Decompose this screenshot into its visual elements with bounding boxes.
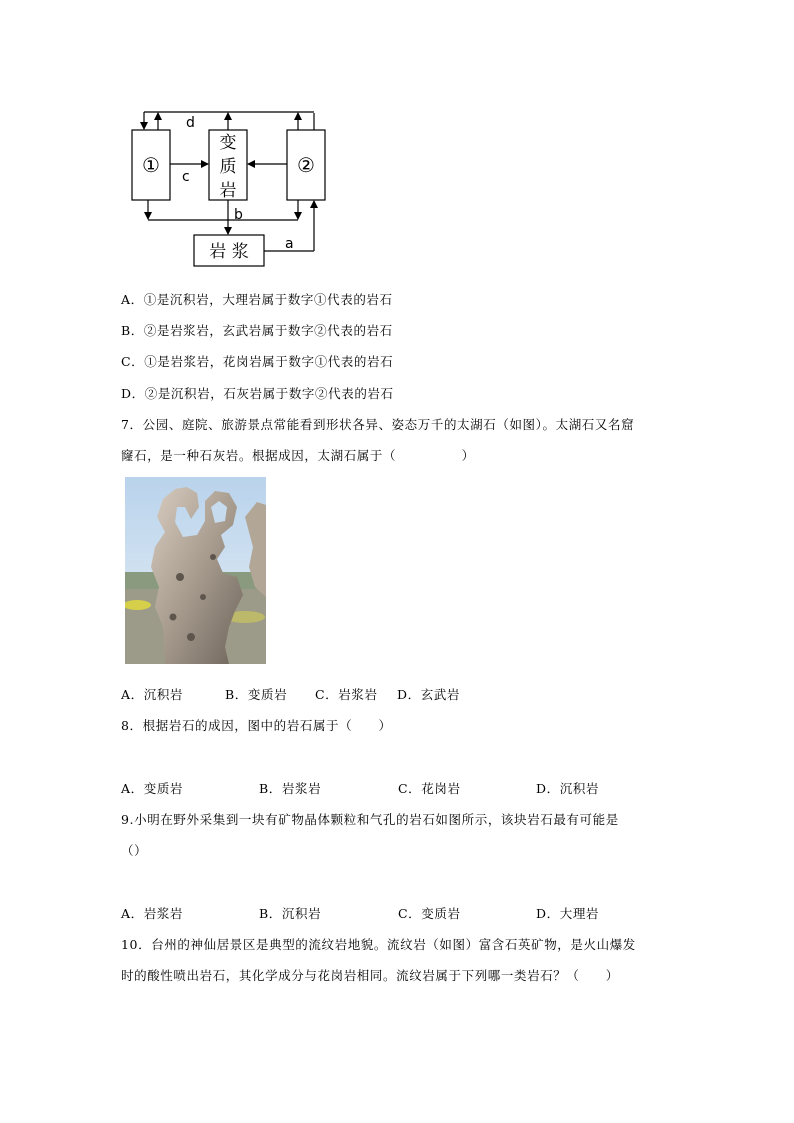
q8-option-b: B．岩浆岩 xyxy=(259,781,322,796)
rock-cycle-diagram xyxy=(128,102,328,274)
q9-option-c: C．变质岩 xyxy=(398,906,461,921)
q9-option-a: A．岩浆岩 xyxy=(121,906,184,921)
box-1-label: ① xyxy=(142,153,160,177)
q6-option-b: B．②是岩浆岩，玄武岩属于数字②代表的岩石 xyxy=(121,323,393,338)
q6-option-d: D．②是沉积岩，石灰岩属于数字②代表的岩石 xyxy=(121,386,394,401)
q7-option-a: A．沉积岩 xyxy=(121,687,184,702)
q8-option-d: D．沉积岩 xyxy=(536,781,600,796)
q7-stem-line1: 7．公园、庭院、旅游景点常能看到形状各异、姿态万千的太湖石（如图）。太湖石又名窟 xyxy=(121,417,635,432)
q7-option-b: B．变质岩 xyxy=(225,687,288,702)
q9-stem-line1: 9.小明在野外采集到一块有矿物晶体颗粒和气孔的岩石如图所示，该块岩石最有可能是 xyxy=(121,812,619,827)
arrow-label-a: a xyxy=(285,236,294,252)
q8-option-c: C．花岗岩 xyxy=(398,781,461,796)
q10-stem-line2: 时的酸性喷出岩石，其化学成分与花岗岩相同。流纹岩属于下列哪一类岩石？（ ） xyxy=(121,968,619,983)
taihu-stone-photo xyxy=(125,477,266,664)
center-line-2: 质 xyxy=(219,157,237,177)
q9-option-d: D．大理岩 xyxy=(536,906,600,921)
arrow-label-b: b xyxy=(234,207,243,223)
q6-option-c: C．①是岩浆岩，花岗岩属于数字①代表的岩石 xyxy=(121,354,394,369)
q9-stem-line2: （） xyxy=(121,843,148,858)
arrow-label-c: c xyxy=(182,169,190,185)
arrow-label-d: d xyxy=(186,115,195,131)
q7-option-c: C．岩浆岩 xyxy=(315,687,378,702)
q7-stem-line2: 窿石，是一种石灰岩。根据成因，太湖石属于（ ） xyxy=(121,448,475,463)
center-line-1: 变 xyxy=(219,133,237,153)
q10-stem-line1: 10．台州的神仙居景区是典型的流纹岩地貌。流纹岩（如图）富含石英矿物，是火山爆发 xyxy=(121,937,636,952)
q7-option-d: D．玄武岩 xyxy=(397,687,461,702)
q8-option-a: A．变质岩 xyxy=(121,781,184,796)
magma-label: 岩 浆 xyxy=(209,242,249,262)
q8-stem: 8．根据岩石的成因，图中的岩石属于（ ） xyxy=(121,718,392,733)
q9-option-b: B．沉积岩 xyxy=(259,906,322,921)
box-2-label: ② xyxy=(297,153,315,177)
center-line-3: 岩 xyxy=(219,181,237,201)
q6-option-a: A．①是沉积岩，大理岩属于数字①代表的岩石 xyxy=(121,292,393,307)
